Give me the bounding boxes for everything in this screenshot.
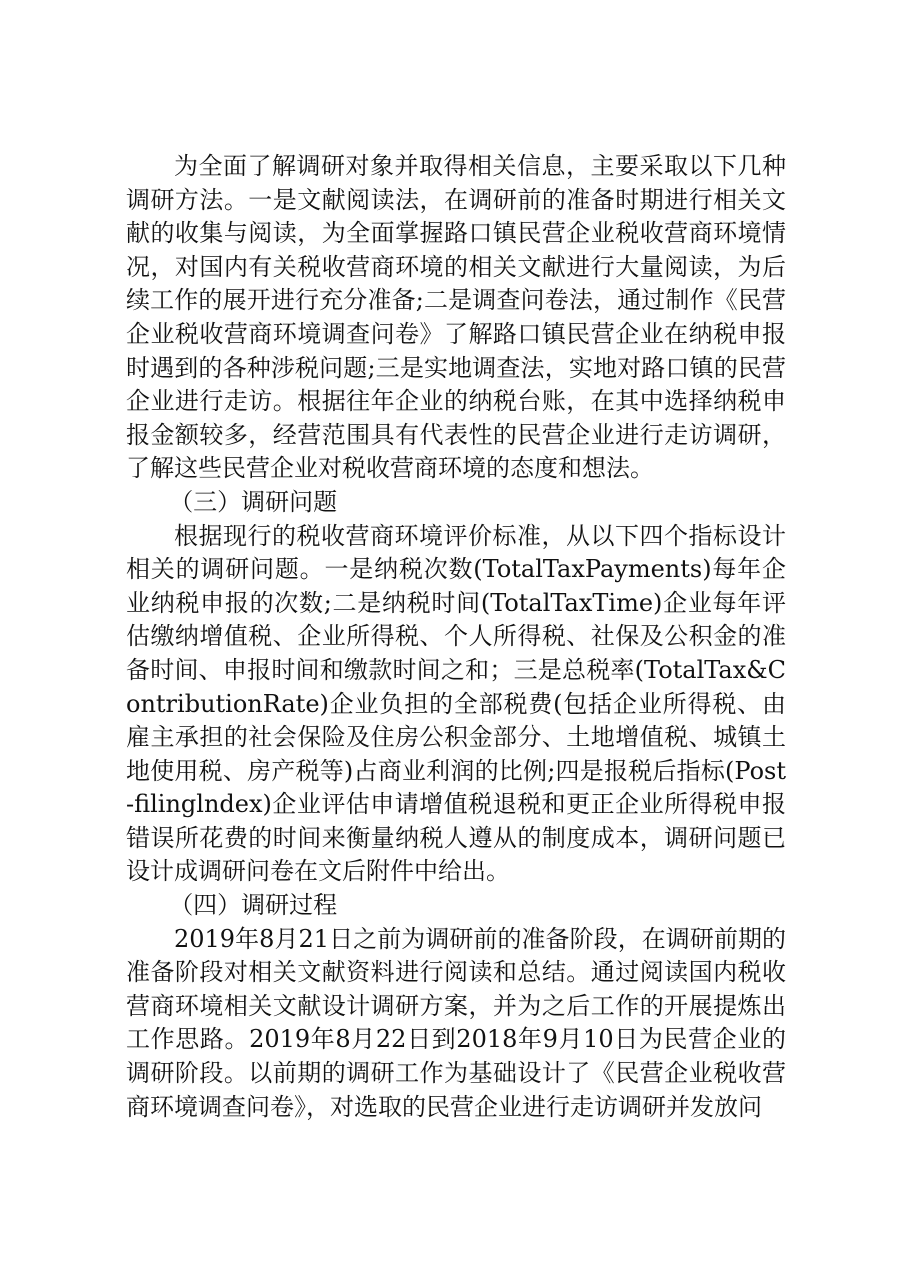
paragraph-research-questions: 根据现行的税收营商环境评价标准，从以下四个指标设计相关的调研问题。一是纳税次数(TotalTaxPayments)每年企业纳税申报的次数;二是纳税时间(TotalTaxTime)企业每年评估缴纳增值税、企业所得税、个人所得税、社保及公积金的准备时间、申报时间和缴款时间之和；三是总税率(TotalTax&ContributionRate)企业负担的全部税费(包括企业所得税、由雇主承担的社会保险及住房公积金部分、土地增值税、城镇土地使用税、房产税等)占商业利润的比例;四是报税后指标(Post-filinglndex)企业评估申请增值税退税和更正企业所得税申报错误所花费的时间来衡量纳税人遵从的制度成本，调研问题已设计成调研问卷在文后附件中给出。: [126, 521, 786, 886]
document-body: [126, 150, 786, 1124]
section-heading-research-process: （四）调研过程: [169, 891, 338, 920]
paragraph-research-process: 2019年8月21日之前为调研前的准备阶段，在调研前期的准备阶段对相关文献资料进行阅读和总结。通过阅读国内税收营商环境相关文献设计调研方案，并为之后工作的开展提炼出工作思路。2019年8月22日到2018年9月10日为民营企业的调研阶段。以前期的调研工作为基础设计了《民营企业税收营商环境调查问卷》，对选取的民营企业进行走访调研并发放问: [126, 924, 786, 1121]
paragraph-research-methods: 为全面了解调研对象并取得相关信息，主要采取以下几种调研方法。一是文献阅读法，在调研前的准备时期进行相关文献的收集与阅读，为全面掌握路口镇民营企业税收营商环境情况，对国内有关税收营商环境的相关文献进行大量阅读，为后续工作的展开进行充分准备;二是调查问卷法，通过制作《民营企业税收营商环境调查问卷》了解路口镇民营企业在纳税申报时遇到的各种涉税问题;三是实地调查法，实地对路口镇的民营企业进行走访。根据往年企业的纳税台账，在其中选择纳税申报金额较多，经营范围具有代表性的民营企业进行走访调研，了解这些民营企业对税收营商环境的态度和想法。: [126, 152, 786, 483]
section-heading-research-questions: （三）调研问题: [169, 487, 338, 516]
